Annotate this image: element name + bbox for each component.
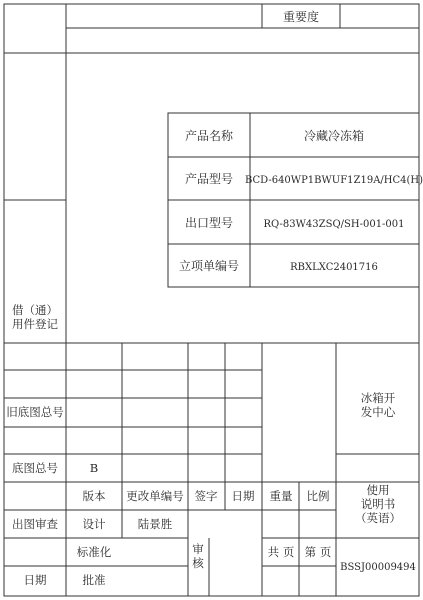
revision-date-header: 日期 <box>231 489 255 503</box>
review-label-1: 审 <box>192 542 204 556</box>
version-header: 版本 <box>82 489 106 503</box>
base-drawing-value: B <box>89 461 99 475</box>
borrow-register-label-line2: 用件登记 <box>12 317 58 331</box>
borrow-register-label-line1: 借（通） <box>12 303 58 317</box>
approval-label: 批准 <box>82 573 106 587</box>
weight-label: 重量 <box>269 489 293 503</box>
importance-label: 重要度 <box>282 10 320 24</box>
product-name-value: 冷藏冷冻箱 <box>303 129 365 143</box>
manual-line1: 使用 <box>366 483 390 497</box>
product-model-label: 产品型号 <box>184 172 234 186</box>
product-name-label: 产品名称 <box>184 129 234 143</box>
page-number-label: 第 页 <box>304 545 332 559</box>
signature-header: 签字 <box>194 489 218 503</box>
document-number: BSSJ00009494 <box>340 562 416 573</box>
manual-line3: （英语） <box>355 511 401 525</box>
total-pages-label: 共 页 <box>267 545 295 559</box>
product-model-value: BCD-640WP1BWUF1Z19A/HC4(H) <box>244 175 423 186</box>
design-label: 设计 <box>82 517 106 531</box>
dev-center-line2: 发中心 <box>360 405 396 419</box>
dev-center-line1: 冰箱开 <box>360 391 396 405</box>
review-label-2: 核 <box>192 556 204 570</box>
export-model-value: RQ-83W43ZSQ/SH-001-001 <box>263 219 405 230</box>
designer-name: 陆景胜 <box>137 517 173 531</box>
base-drawing-label: 底图总号 <box>12 461 58 475</box>
project-number-value: RBXLXC2401716 <box>290 262 378 273</box>
old-base-drawing-label: 旧底图总号 <box>6 405 64 419</box>
drawing-audit-label: 出图审查 <box>12 517 58 531</box>
export-model-label: 出口型号 <box>184 216 234 230</box>
manual-line2: 说明书 <box>360 497 396 511</box>
scale-label: 比例 <box>306 489 330 503</box>
standardization-label: 标准化 <box>76 545 112 559</box>
date-label: 日期 <box>23 573 47 587</box>
project-number-label: 立项单编号 <box>178 259 240 273</box>
change-order-header: 更改单编号 <box>126 489 184 503</box>
